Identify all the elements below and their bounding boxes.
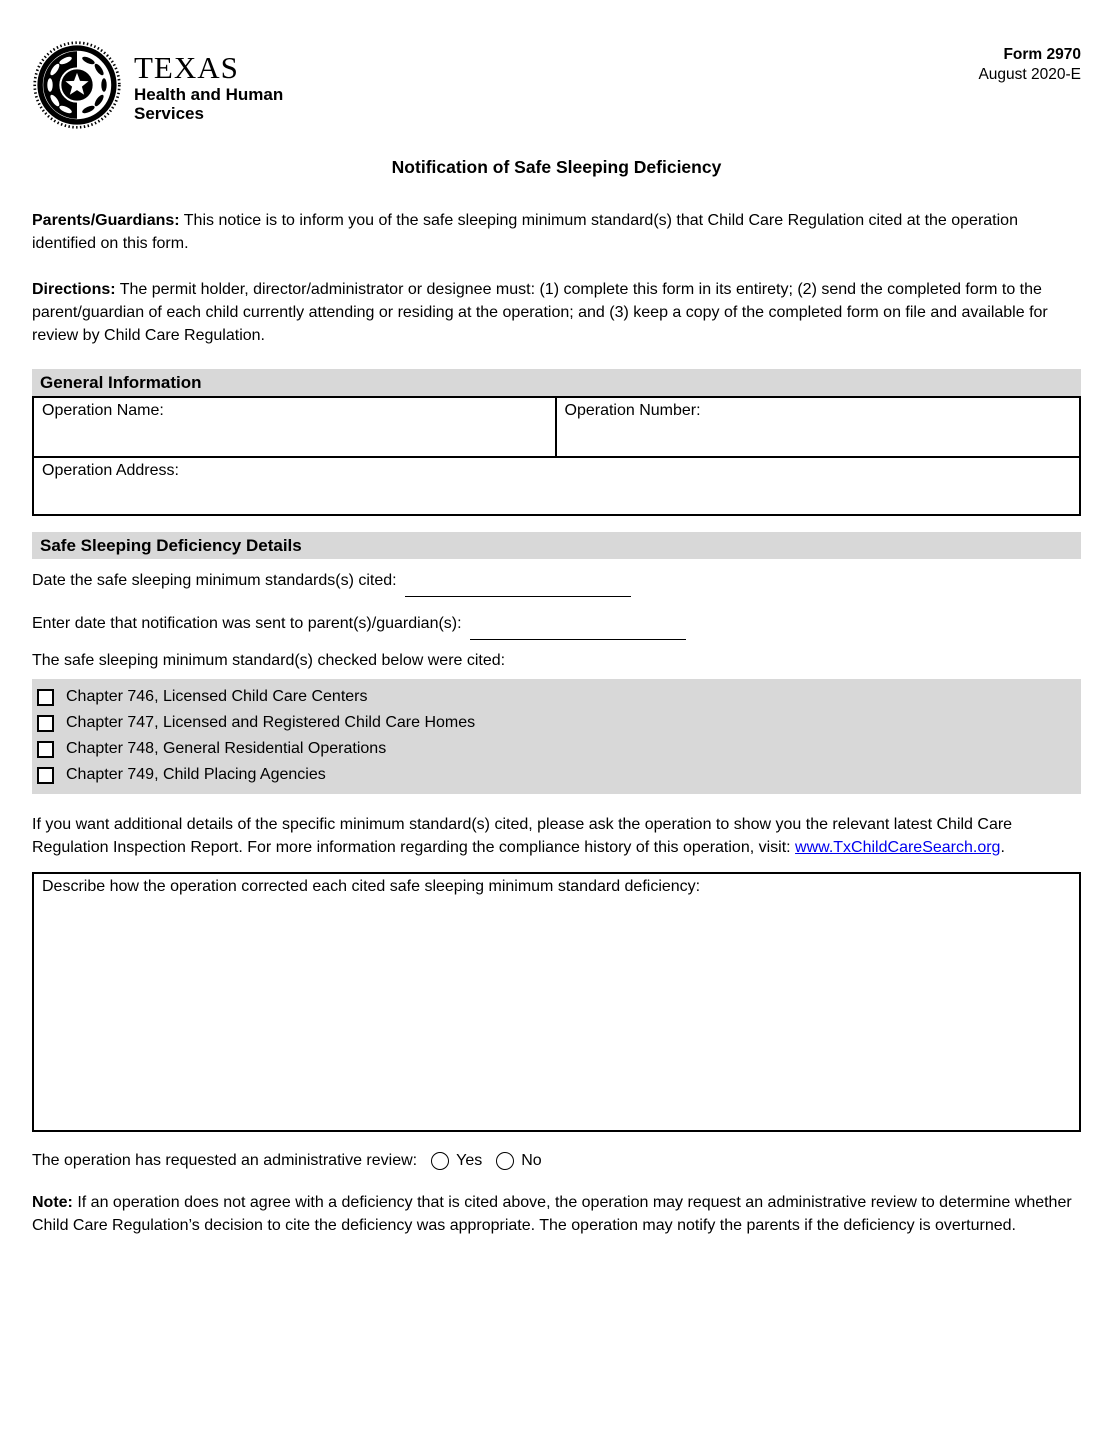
directions-text: The permit holder, director/administrator or designee must: (1) complete this form in its entirety; (2) send the completed form to the parent/guardian of each child currently attending or residing at the operation; and (3) keep a copy of the completed form on file and available for review by Child Care Regulation.: [32, 281, 1048, 344]
checkbox-chapter-746[interactable]: [37, 689, 54, 706]
checkbox-row-chapter-749: [32, 762, 1081, 788]
section-header-deficiency-details: Safe Sleeping Deficiency Details: [32, 532, 1081, 559]
checkbox-chapter-747[interactable]: [37, 715, 54, 732]
date-cited-row: [32, 570, 1081, 592]
page-header: [32, 40, 1081, 130]
agency-subtitle-line1: Health and Human: [134, 85, 284, 104]
operation-name-field[interactable]: [34, 398, 557, 456]
more-info-paragraph: [32, 813, 1081, 859]
form-edition: August 2020-E: [978, 66, 1081, 83]
texas-state-seal-icon: [32, 40, 122, 130]
admin-review-radio-no[interactable]: [496, 1152, 514, 1170]
directions-label: Directions:: [32, 281, 116, 298]
parents-guardians-text: This notice is to inform you of the safe sleeping minimum standard(s) that Child Care Regulation cited at the operation identified on this form.: [32, 212, 1018, 252]
checkbox-chapter-749[interactable]: [37, 767, 54, 784]
agency-subtitle-line2: Services: [134, 103, 204, 123]
agency-name: [134, 50, 284, 123]
standards-checkbox-list: [32, 679, 1081, 794]
agency-wordmark: TEXAS: [134, 50, 239, 85]
agency-logo: [32, 40, 283, 130]
parents-guardians-paragraph: [32, 209, 1081, 255]
checkbox-label: Chapter 746, Licensed Child Care Centers: [66, 688, 368, 705]
operation-name-label: Operation Name:: [42, 402, 164, 419]
note-paragraph: [32, 1191, 1081, 1237]
checkbox-label: Chapter 748, General Residential Operations: [66, 740, 387, 757]
correction-description-box[interactable]: [32, 872, 1081, 1132]
admin-review-yes-label: Yes: [456, 1152, 483, 1169]
note-text: If an operation does not agree with a deficiency that is cited above, the operation may request an administrative review to determine whether Child Care Regulation’s decision to cite the deficiency was appropriate. The operation may notify the parents if the deficiency is overturned.: [32, 1194, 1072, 1234]
checkbox-row-chapter-748: [32, 736, 1081, 762]
checkbox-label: Chapter 749, Child Placing Agencies: [66, 766, 326, 783]
note-label: Note:: [32, 1194, 73, 1211]
form-number: Form 2970: [1003, 46, 1081, 63]
more-info-period: .: [1000, 839, 1005, 856]
date-sent-row: [32, 613, 1081, 635]
tx-childcare-search-link[interactable]: www.TxChildCareSearch.org: [795, 839, 1001, 856]
operation-number-label: Operation Number:: [564, 402, 701, 419]
admin-review-question: The operation has requested an administrative review:: [32, 1152, 418, 1169]
date-cited-field[interactable]: [405, 593, 631, 597]
checked-standards-intro: The safe sleeping minimum standard(s) checked below were cited:: [32, 652, 506, 669]
checkbox-row-chapter-747: [32, 710, 1081, 736]
admin-review-radio-yes[interactable]: [431, 1152, 449, 1170]
directions-paragraph: [32, 278, 1081, 347]
page-title: Notification of Safe Sleeping Deficiency: [391, 157, 722, 177]
section-header-general-information: General Information: [32, 369, 1081, 396]
correction-description-label: Describe how the operation corrected each cited safe sleeping minimum standard deficiency:: [42, 878, 701, 895]
admin-review-row: [32, 1152, 1081, 1170]
operation-address-label: Operation Address:: [42, 462, 179, 479]
admin-review-no-label: No: [521, 1152, 542, 1169]
date-cited-label: Date the safe sleeping minimum standards(s) cited:: [32, 572, 397, 589]
table-row: [34, 398, 1079, 458]
date-sent-label: Enter date that notification was sent to parent(s)/guardian(s):: [32, 615, 462, 632]
date-sent-field[interactable]: [470, 636, 686, 640]
more-info-text: If you want additional details of the specific minimum standard(s) cited, please ask the operation to show you the relevant latest Child Care Regulation Inspection Report. For more information regarding the compliance history of this operation, visit:: [32, 816, 1013, 856]
operation-address-field[interactable]: [34, 458, 1079, 514]
general-information-table: [32, 396, 1081, 516]
checkbox-label: Chapter 747, Licensed and Registered Child Care Homes: [66, 714, 476, 731]
form-identifier: [978, 45, 1081, 85]
checkbox-chapter-748[interactable]: [37, 741, 54, 758]
operation-number-field[interactable]: [557, 398, 1080, 456]
checkbox-row-chapter-746: [32, 684, 1081, 710]
parents-guardians-label: Parents/Guardians:: [32, 212, 180, 229]
